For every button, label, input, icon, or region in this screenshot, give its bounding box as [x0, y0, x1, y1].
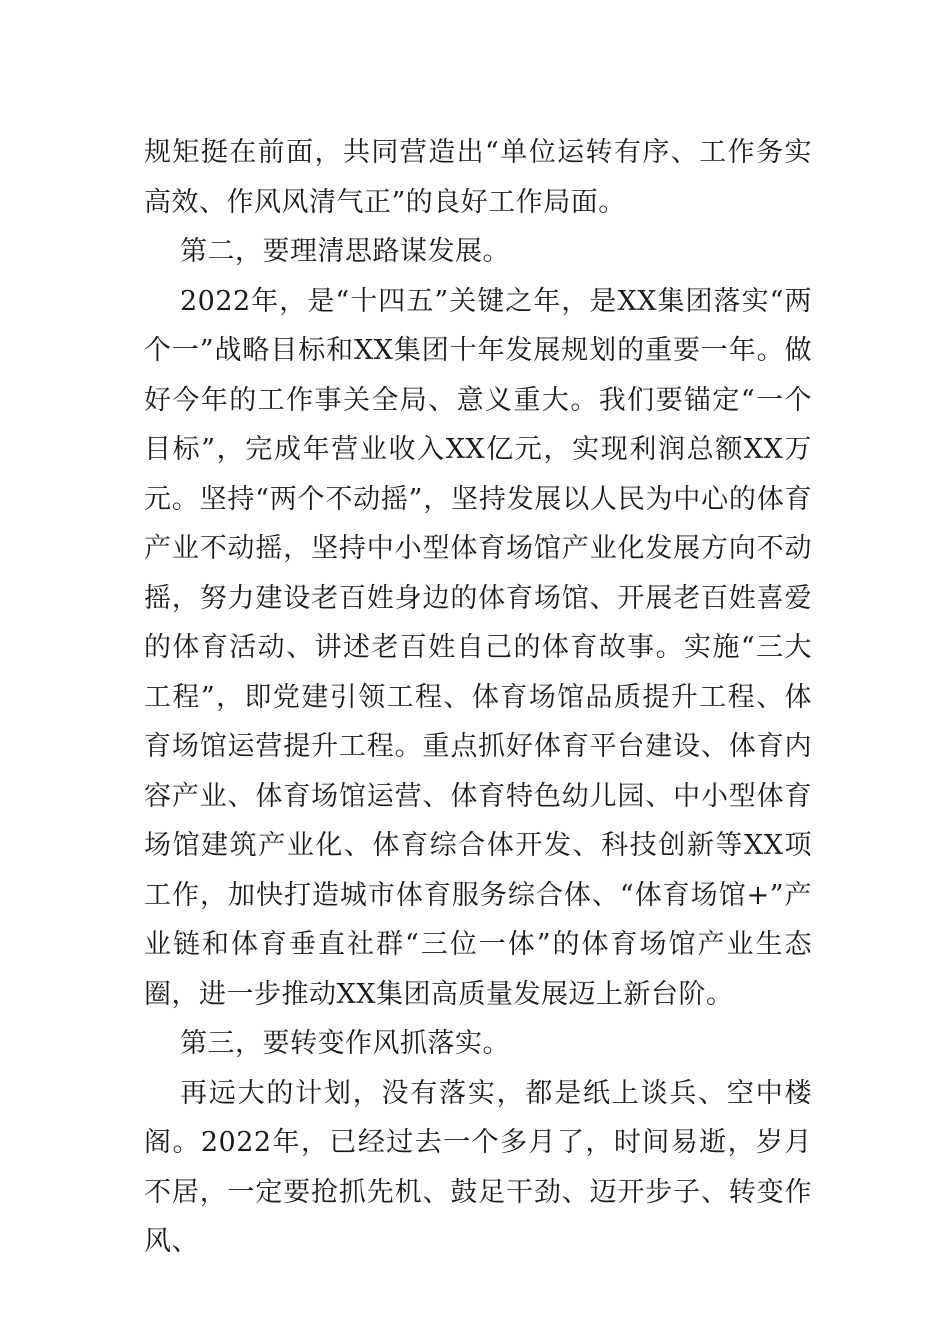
document-page — [144, 128, 812, 1267]
section-heading-second: 第二，要理清思路谋发展。 — [180, 236, 510, 267]
paragraph-body: 再远大的计划，没有落实，都是纸上谈兵、空中楼阁。2022年，已经过去一个多月了，时间易逝，岁月不居，一定要抢抓先机、鼓足干劲、迈开步子、转变作风、 — [144, 1077, 812, 1257]
paragraph-body: 2022年，是“十四五”关键之年，是XX集团落实“两个一”战略目标和XX集团十年发展规划的重要一年。做好今年的工作事关全局、意义重大。我们要锚定“一个目标”，完成年营业收入XX亿元，实现利润总额XX万元。坚持“两个不动摇”，坚持发展以人民为中心的体育产业不动摇，坚持中小型体育场馆产业化发展方向不动摇，努力建设老百姓身边的体育场馆、开展老百姓喜爱的体育活动、讲述老百姓自己的体育故事。实施“三大工程”，即党建引领工程、体育场馆品质提升工程、体育场馆运营提升工程。重点抓好体育平台建设、体育内容产业、体育场馆运营、体育特色幼儿园、中小型体育场馆建筑产业化、体育综合体开发、科技创新等XX项工作，加快打造城市体育服务综合体、“体育场馆+”产业链和体育垂直社群“三位一体”的体育场馆产业生态圈，进一步推动XX集团高质量发展迈上新台阶。 — [144, 285, 812, 1010]
paragraph-continuation: 规矩挺在前面，共同营造出“单位运转有序、工作务实高效、作风风清气正”的良好工作局面。 — [144, 137, 812, 218]
section-heading-third: 第三，要转变作风抓落实。 — [180, 1028, 510, 1059]
